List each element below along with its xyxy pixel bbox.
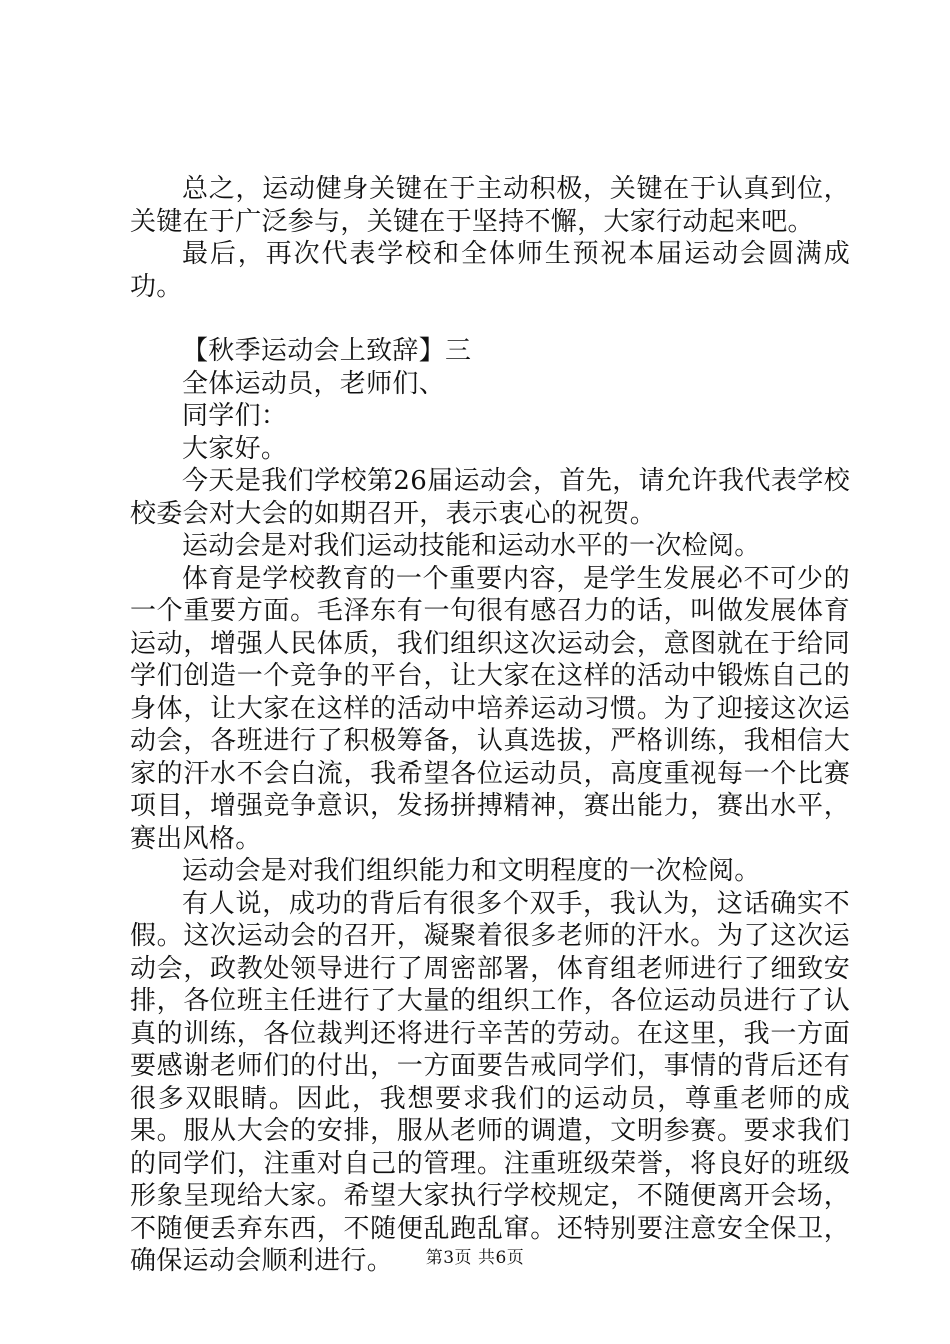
paragraph-review-skills: 运动会是对我们运动技能和运动水平的一次检阅。 xyxy=(182,531,761,561)
document-body xyxy=(130,173,850,1278)
paragraph-opening: 今天是我们学校第26届运动会，首先，请允许我代表学校校委会对大会的如期召开，表示衷心的祝贺。 xyxy=(130,466,850,529)
greeting: 大家好。 xyxy=(182,433,288,464)
section-heading: 【秋季运动会上致辞】三 xyxy=(182,336,472,366)
page-number-footer: 第3页 共6页 xyxy=(425,1248,525,1268)
salutation-students: 同学们： xyxy=(182,401,288,431)
paragraph-thanks-and-requirements: 有人说，成功的背后有很多个双手，我认为，这话确实不假。这次运动会的召开，凝聚着很多老师的汗水。为了这次运动会，政教处领导进行了周密部署，体育组老师进行了细致安排，各位班主任进行了大量的组织工作，各位运动员进行了认真的训练，各位裁判还将进行辛苦的劳动。在这里，我一方面要感谢老师们的付出，一方面要告戒同学们，事情的背后还有很多双眼睛。因此，我想要求我们的运动员，尊重老师的成果。服从大会的安排，服从老师的调遣，文明参赛。要求我们的同学们，注重对自己的管理。注重班级荣誉，将良好的班级形象呈现给大家。希望大家执行学校规定，不随便离开会场，不随便丢弃东西，不随便乱跑乱窜。还特别要注意安全保卫，确保运动会顺利进行。 xyxy=(130,888,850,1276)
paragraph-review-organization: 运动会是对我们组织能力和文明程度的一次检阅。 xyxy=(182,856,761,886)
salutation-athletes-teachers: 全体运动员，老师们、 xyxy=(182,368,446,399)
paragraph-closing-wish: 最后，再次代表学校和全体师生预祝本届运动会圆满成功。 xyxy=(130,239,850,302)
paragraph-summary: 总之，运动健身关键在于主动积极，关键在于认真到位，关键在于广泛参与，关键在于坚持不懈，大家行动起来吧。 xyxy=(130,174,850,237)
paragraph-sports-education: 体育是学校教育的一个重要内容，是学生发展必不可少的一个重要方面。毛泽东有一句很有感召力的话，叫做发展体育运动，增强人民体质，我们组织这次运动会，意图就在于给同学们创造一个竞争的平台，让大家在这样的活动中锻炼自己的身体，让大家在这样的活动中培养运动习惯。为了迎接这次运动会，各班进行了积极筹备，认真选拔，严格训练，我相信大家的汗水不会白流，我希望各位运动员，高度重视每一个比赛项目，增强竞争意识，发扬拼搏精神，赛出能力，赛出水平，赛出风格。 xyxy=(130,563,850,854)
